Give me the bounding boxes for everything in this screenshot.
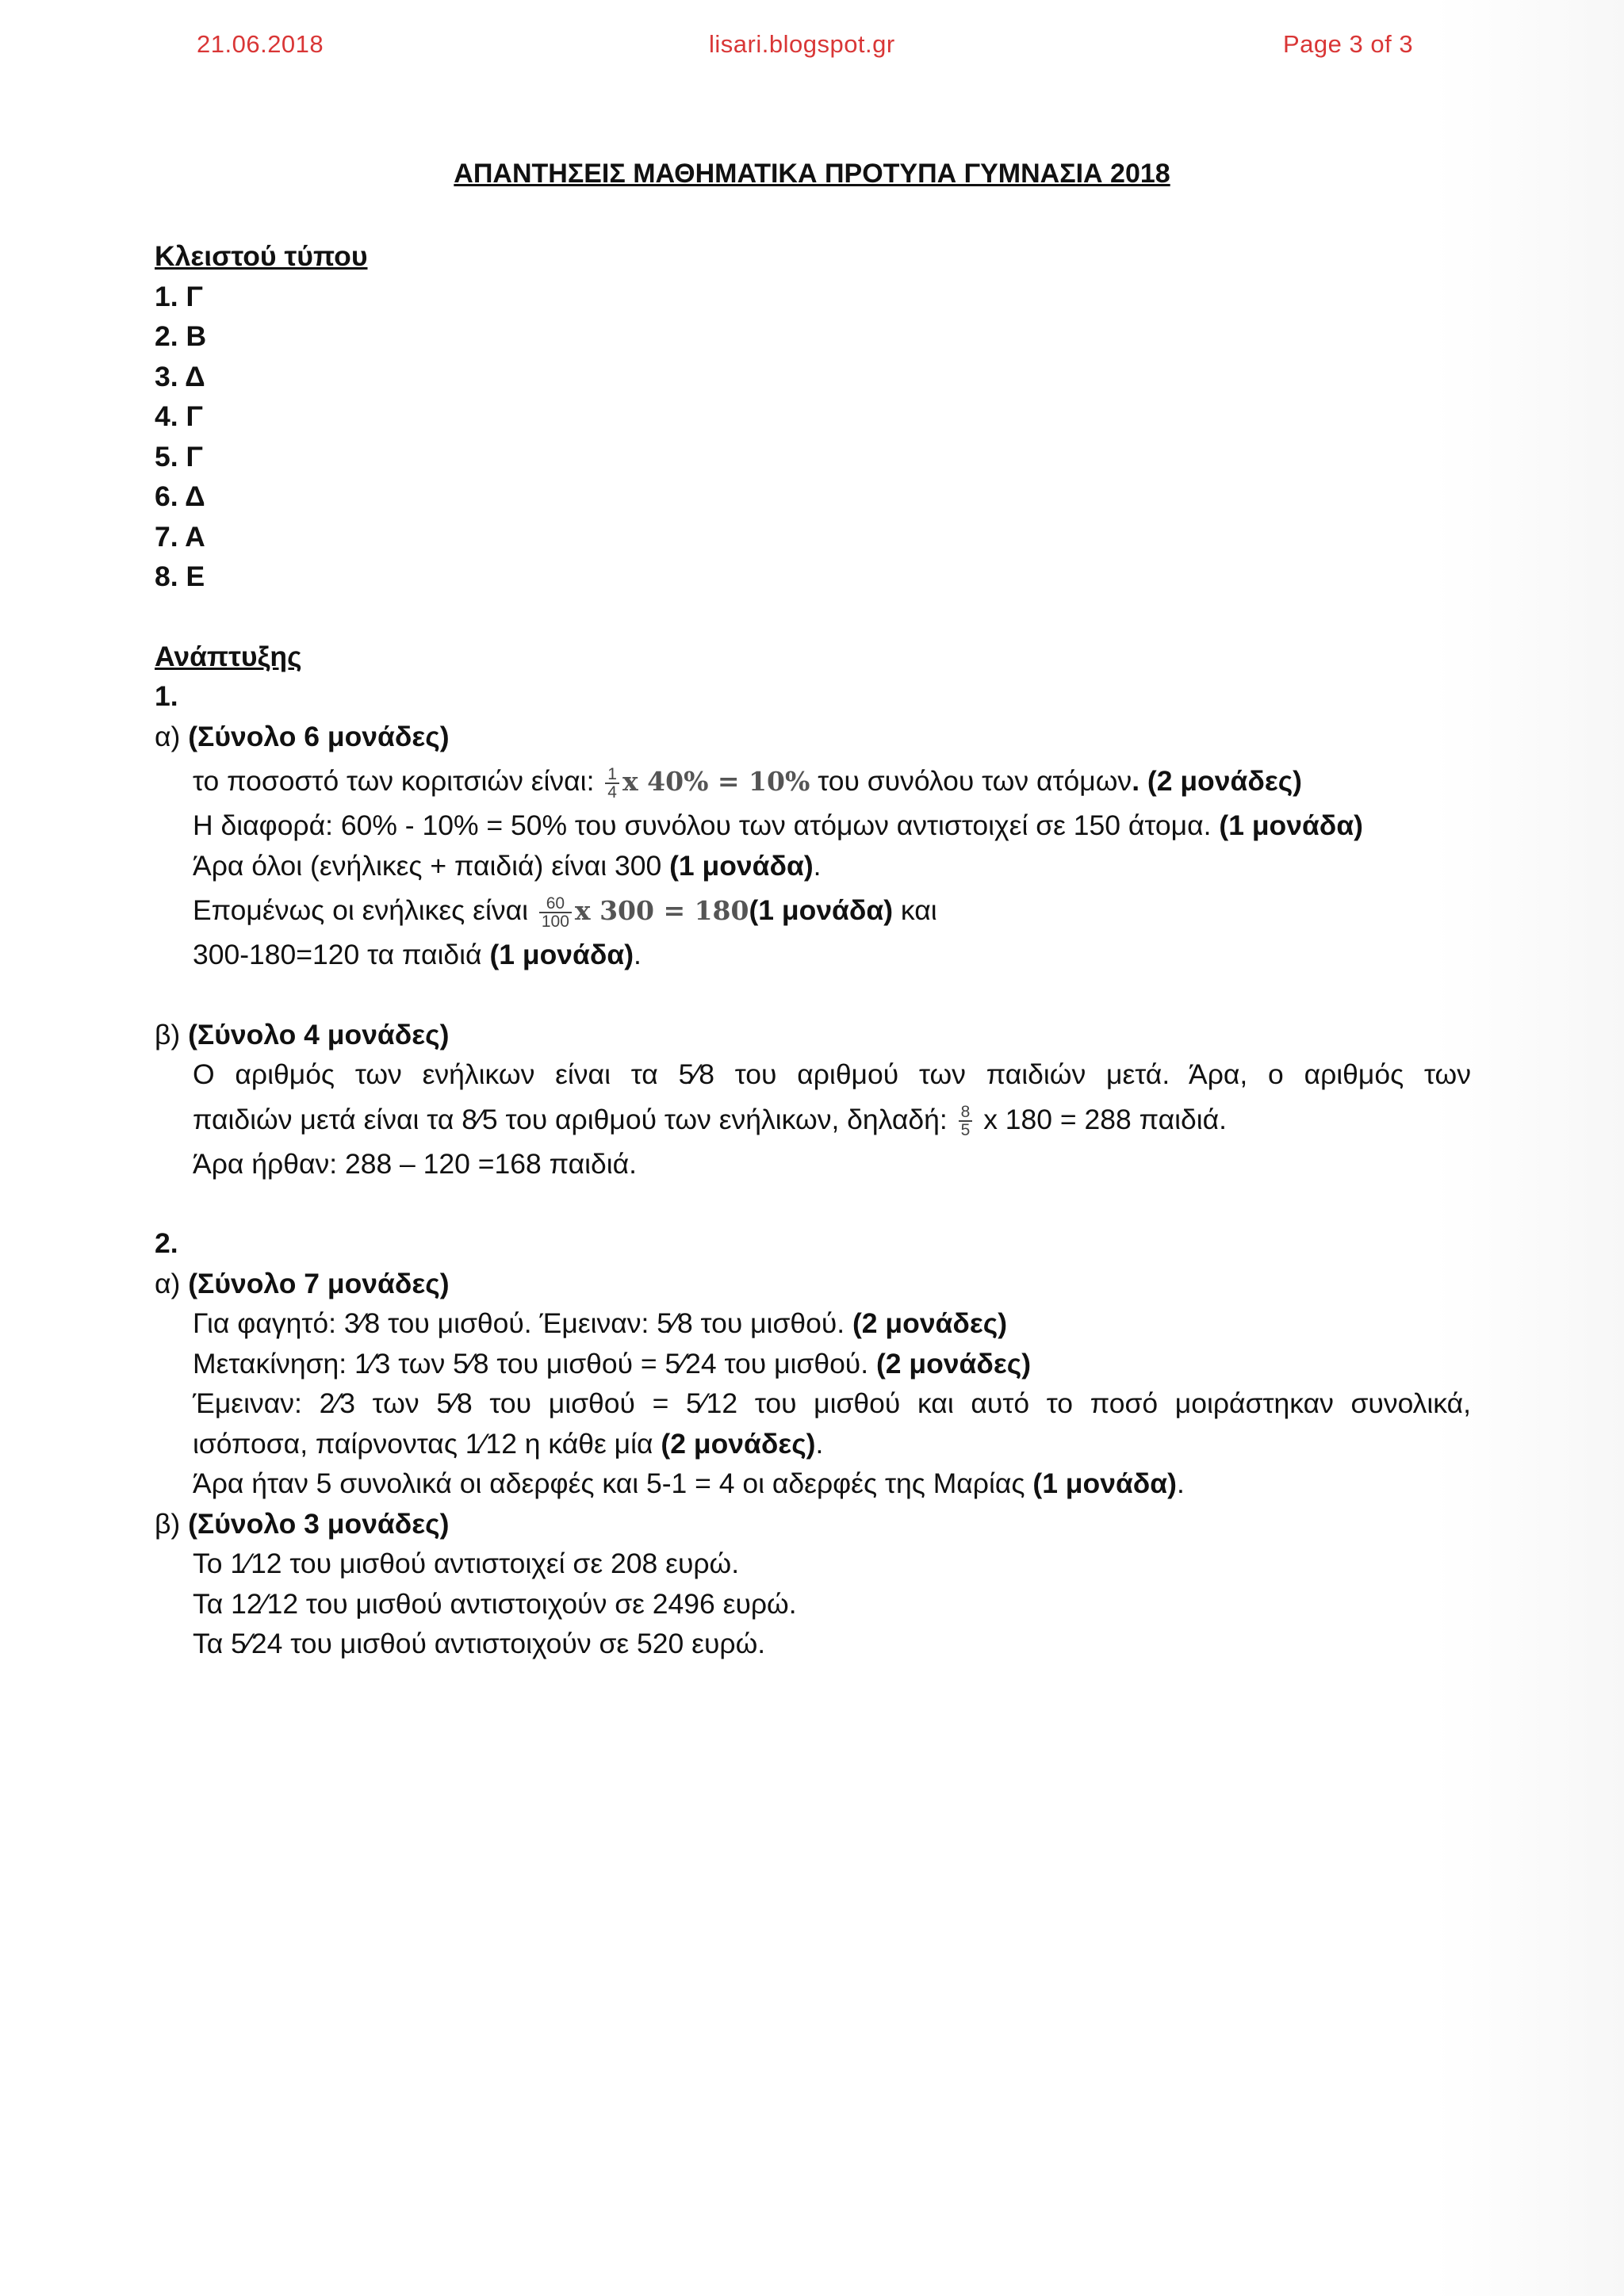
q2b-line-3: Τα 5⁄24 του μισθού αντιστοιχούν σε 520 ευρώ.	[193, 1628, 766, 1659]
question-1-number: 1.	[155, 680, 178, 712]
points: . (2 μονάδες)	[1132, 765, 1302, 797]
text: .	[634, 939, 642, 970]
open-type-heading: Ανάπτυξης	[155, 640, 302, 672]
header-page-number: Page 3 of 3	[1283, 30, 1414, 58]
q1b-line-3: Άρα ήρθαν: 288 – 120 =168 παιδιά.	[193, 1147, 638, 1180]
q2b-line-1: Το 1⁄12 του μισθού αντιστοιχεί σε 208 ευρώ.	[193, 1548, 740, 1579]
q1a-line-4	[155, 886, 1471, 935]
q1a-line-3	[155, 846, 1471, 886]
q1-part-b-heading	[155, 1015, 1471, 1055]
text: .	[815, 1427, 824, 1460]
points: (1 μονάδα)	[669, 849, 814, 882]
part-total-points: (Σύνολο 6 μονάδες)	[188, 720, 450, 752]
part-label: β)	[155, 1507, 189, 1540]
part-total-points: (Σύνολο 3 μονάδες)	[188, 1507, 450, 1540]
text: .	[813, 849, 822, 882]
fraction-denominator: 4	[607, 783, 617, 802]
points: (2 μονάδες)	[852, 1307, 1008, 1339]
question-2-number: 2.	[155, 1227, 178, 1259]
part-total-points: (Σύνολο 4 μονάδες)	[188, 1018, 450, 1050]
math-expression: x 300 = 180	[574, 895, 749, 926]
part-total-points: (Σύνολο 7 μονάδες)	[188, 1267, 450, 1299]
q2a-line-4	[155, 1424, 1471, 1464]
q2a-line-2	[155, 1344, 1471, 1384]
answer-item: 2. Β	[155, 320, 207, 352]
text: Για φαγητό: 3⁄8 του μισθού. Έμειναν: 5⁄8 του μισθού.	[193, 1307, 852, 1339]
text: ισόποσα, παίρνοντας 1⁄12 η κάθε μία	[193, 1427, 661, 1460]
text: x 180 = 288 παιδιά.	[975, 1103, 1228, 1135]
text: Επομένως οι ενήλικες είναι	[193, 894, 536, 926]
fraction-numerator: 60	[539, 895, 572, 913]
header-date: 21.06.2018	[197, 30, 324, 58]
points: (1 μονάδα)	[1219, 809, 1363, 841]
answer-item: 7. Α	[155, 520, 205, 553]
text: Μετακίνηση: 1⁄3 των 5⁄8 του μισθού = 5⁄24 του μισθού.	[193, 1347, 876, 1380]
q1-part-a-heading	[155, 717, 1471, 757]
q2-part-b-heading	[155, 1504, 1471, 1544]
answer-item: 6. Δ	[155, 480, 205, 512]
text: του συνόλου των ατόμων	[810, 765, 1132, 797]
text: Άρα ήταν 5 συνολικά οι αδερφές και 5-1 = 4 οι αδερφές της Μαρίας	[193, 1468, 1033, 1499]
fraction-one-quarter	[605, 766, 619, 801]
text: Η διαφορά: 60% - 10% = 50% του συνόλου των ατόμων αντιστοιχεί σε 150 άτομα.	[193, 809, 1220, 841]
text: Άρα όλοι (ενήλικες + παιδιά) είναι 300	[193, 849, 670, 882]
q1b-line-2	[155, 1095, 1471, 1144]
spacer	[155, 975, 1471, 1015]
math-expression: x 40% = 10%	[622, 766, 810, 797]
text: παιδιών μετά είναι τα 8⁄5 του αριθμού των ενήλικων, δηλαδή:	[193, 1103, 956, 1135]
q2b-line-2: Τα 12⁄12 του μισθού αντιστοιχούν σε 2496 ευρώ.	[193, 1587, 797, 1620]
q1a-line-1	[155, 756, 1471, 806]
answer-item: 3. Δ	[155, 360, 205, 392]
closed-answers-list	[155, 277, 1471, 597]
fraction-denominator: 100	[541, 912, 569, 931]
answer-item: 8. Ε	[155, 561, 205, 592]
header-site: lisari.blogspot.gr	[709, 30, 895, 58]
spacer	[155, 1184, 1471, 1223]
q1a-line-5	[155, 935, 1471, 975]
document-body	[155, 236, 1471, 1664]
q1a-line-2	[155, 806, 1471, 846]
part-label: β)	[155, 1018, 189, 1050]
q2a-line-1	[155, 1303, 1471, 1344]
text: 300-180=120 τα παιδιά	[193, 939, 490, 970]
text: το ποσοστό των κοριτσιών είναι:	[193, 765, 603, 797]
part-label: α)	[155, 720, 189, 752]
fraction-sixty-hundred	[539, 895, 572, 930]
q2a-line-5	[155, 1464, 1471, 1504]
spacer	[155, 597, 1471, 637]
points: (2 μονάδες)	[661, 1427, 816, 1460]
fraction-numerator: 1	[605, 766, 619, 784]
part-label: α)	[155, 1267, 189, 1299]
q2-part-a-heading	[155, 1264, 1471, 1304]
fraction-eight-fifths	[959, 1104, 973, 1138]
closed-type-heading: Κλειστού τύπου	[155, 240, 368, 272]
answer-item: 1. Γ	[155, 280, 203, 312]
document-title: ΑΠΑΝΤΗΣΕΙΣ ΜΑΘΗΜΑΤΙΚΑ ΠΡΟΤΥΠΑ ΓΥΜΝΑΣΙΑ 2018	[454, 159, 1170, 189]
points: (1 μονάδα)	[1032, 1468, 1177, 1499]
text: και	[893, 894, 937, 926]
answer-item: 4. Γ	[155, 400, 203, 432]
points: (1 μονάδα)	[489, 939, 634, 970]
q2a-line-3: Έμειναν: 2⁄3 των 5⁄8 του μισθού = 5⁄12 του μισθού και αυτό το ποσό μοιράστηκαν συνολικά,	[193, 1387, 1471, 1419]
answer-item: 5. Γ	[155, 440, 203, 473]
text: .	[1176, 1468, 1185, 1499]
fraction-numerator: 8	[959, 1104, 973, 1122]
points: (1 μονάδα)	[749, 894, 894, 926]
fraction-denominator: 5	[960, 1121, 971, 1140]
points: (2 μονάδες)	[875, 1347, 1032, 1380]
q1b-line-1: Ο αριθμός των ενήλικων είναι τα 5⁄8 του αριθμού των παιδιών μετά. Άρα, ο αριθμός των	[193, 1058, 1471, 1090]
